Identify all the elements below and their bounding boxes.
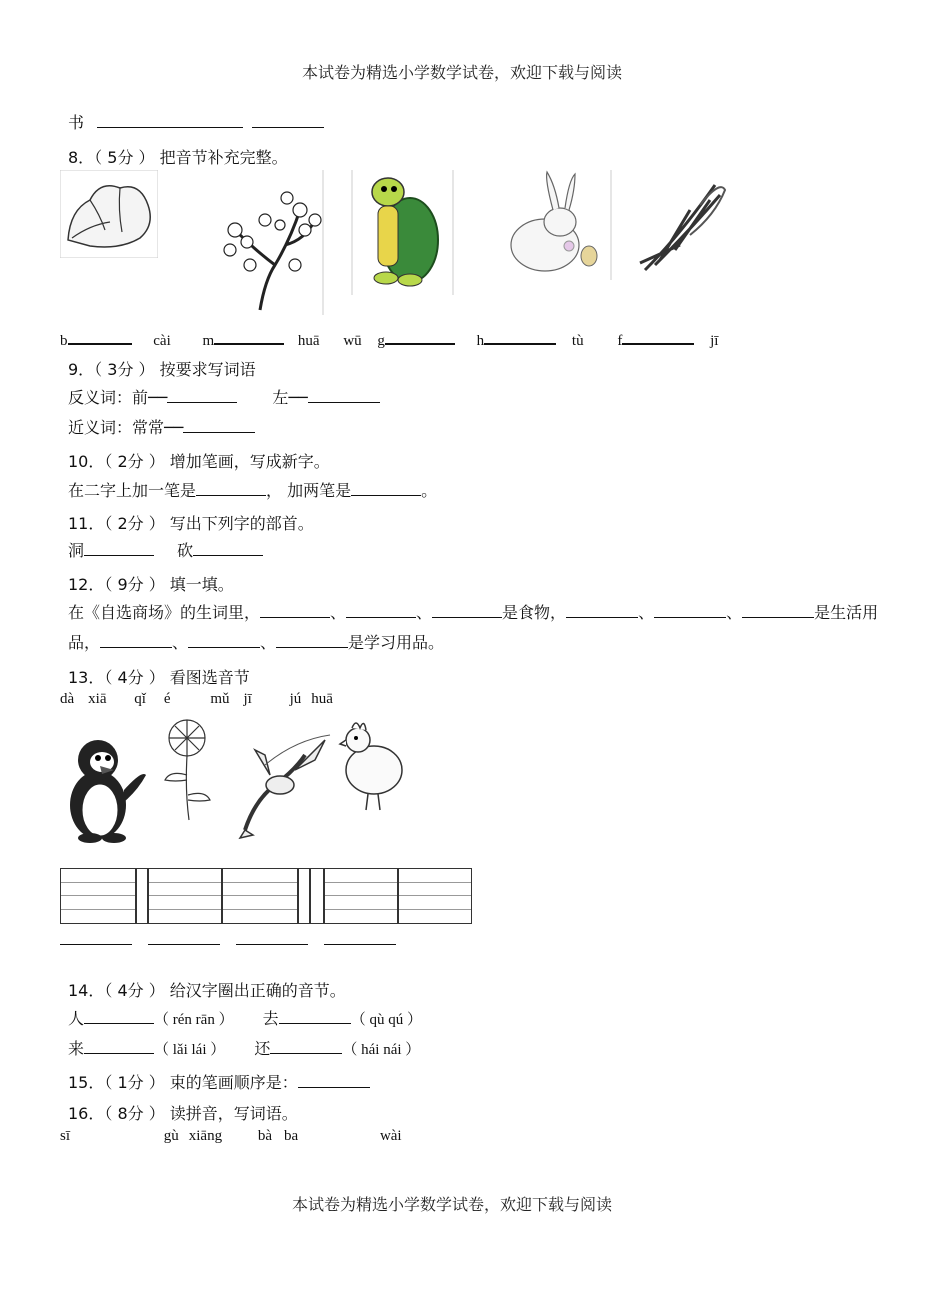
pinyin-options[interactable]: （ lǎi lái ）	[154, 1042, 226, 1058]
writing-grid[interactable]	[398, 868, 472, 924]
pinyin: wài	[379, 1128, 402, 1144]
page-header: 本试卷为精选小学数学试卷，欢迎下载与阅读	[302, 63, 623, 82]
answer-blank[interactable]	[279, 1009, 351, 1024]
answer-blank[interactable]	[260, 603, 330, 618]
top-line-char: 书	[68, 113, 85, 132]
q12-line1	[68, 600, 878, 623]
writing-grid[interactable]	[222, 868, 298, 924]
cabbage-picture	[60, 170, 158, 258]
answer-blank[interactable]	[484, 329, 556, 345]
q11-title: 11．（ 2分 ） 写出下列字的部首。	[68, 514, 314, 533]
answer-blank[interactable]	[84, 1009, 154, 1024]
separator: 、	[172, 633, 189, 652]
q11-char: 洞	[68, 541, 85, 560]
pinyin: tù	[571, 333, 584, 349]
page-footer: 本试卷为精选小学数学试卷，欢迎下载与阅读	[292, 1195, 613, 1214]
answer-blank[interactable]	[193, 541, 263, 556]
pinyin: bà	[257, 1128, 273, 1144]
answer-blank[interactable]	[183, 418, 255, 433]
pinyin: xiā	[88, 691, 107, 707]
pinyin: sī	[60, 1128, 71, 1144]
writing-grid[interactable]	[310, 868, 324, 924]
pinyin: xiāng	[188, 1128, 223, 1144]
pinyin: huā	[311, 691, 333, 707]
writing-grid[interactable]	[298, 868, 310, 924]
answer-blank[interactable]	[654, 603, 726, 618]
answer-blank[interactable]	[385, 329, 455, 345]
q13-answer-row	[60, 930, 396, 949]
pinyin-options[interactable]: （ rén rān ）	[154, 1012, 234, 1028]
answer-blank[interactable]	[84, 541, 154, 556]
writing-grid[interactable]	[148, 868, 222, 924]
answer-blank[interactable]	[252, 113, 324, 128]
q14-row1	[68, 1006, 422, 1029]
q10-text: 在二字上加一笔是	[68, 481, 197, 500]
writing-grid[interactable]	[324, 868, 398, 924]
plum-blossom-picture	[205, 170, 325, 315]
pinyin: cài	[153, 333, 171, 349]
writing-grid[interactable]	[60, 868, 136, 924]
synonym-label: 近义词：常常──	[68, 418, 184, 437]
pinyin: qǐ	[134, 691, 146, 707]
q9-title: 9．（ 3分 ） 按要求写词语	[68, 360, 256, 379]
answer-blank[interactable]	[100, 633, 172, 648]
pinyin: b	[60, 333, 68, 349]
antonym-label: 反义词：前──	[68, 388, 168, 407]
answer-blank[interactable]	[308, 388, 380, 403]
pinyin: h	[476, 333, 485, 349]
pinyin-options[interactable]: （ hái nái ）	[342, 1042, 421, 1058]
chrysanthemum-picture	[155, 710, 223, 822]
separator: 、	[416, 603, 433, 622]
pinyin: jī	[243, 691, 252, 707]
q10-text: ， 加两笔是	[266, 481, 352, 500]
q12-text: 是学习用品。	[348, 633, 445, 652]
pinyin: dà	[60, 691, 75, 707]
q12-text: 是食物，	[502, 603, 567, 622]
q13-title: 13．（ 4分 ） 看图选音节	[68, 668, 250, 687]
turtle-picture	[350, 170, 455, 295]
separator: 、	[726, 603, 743, 622]
chicken-feather-picture	[620, 175, 740, 285]
answer-blank[interactable]	[60, 930, 132, 945]
pinyin: f	[617, 333, 623, 349]
antonym-label: 左──	[272, 388, 308, 407]
pinyin: jú	[289, 691, 302, 707]
hen-picture	[338, 712, 408, 812]
q11-char: 砍	[177, 541, 194, 560]
q13-pinyin-row	[60, 691, 333, 708]
q15-title: 15．（ 1分 ） 束的笔画顺序是：	[68, 1073, 298, 1092]
q11-line	[68, 538, 263, 561]
pinyin: gù	[163, 1128, 179, 1144]
answer-blank[interactable]	[214, 329, 284, 345]
answer-blank[interactable]	[167, 388, 237, 403]
q12-text: 是生活用	[814, 603, 879, 622]
q14-char: 还	[254, 1039, 271, 1058]
answer-blank[interactable]	[270, 1039, 342, 1054]
pinyin: é	[163, 691, 171, 707]
q14-title: 14．（ 4分 ） 给汉字圈出正确的音节。	[68, 981, 346, 1000]
answer-blank[interactable]	[97, 113, 243, 128]
q14-char: 去	[262, 1009, 279, 1028]
answer-blank[interactable]	[324, 930, 396, 945]
answer-blank[interactable]	[84, 1039, 154, 1054]
answer-blank[interactable]	[298, 1073, 370, 1088]
q12-text: 品，	[68, 633, 101, 652]
q9-line2	[68, 415, 255, 438]
q10-title: 10．（ 2分 ） 增加笔画，写成新字。	[68, 452, 330, 471]
lobster-picture	[235, 730, 333, 840]
writing-grid[interactable]	[136, 868, 148, 924]
q12-text: 在《自选商场》的生词里，	[68, 603, 261, 622]
q14-row2	[68, 1036, 420, 1059]
answer-blank[interactable]	[196, 481, 266, 496]
answer-blank[interactable]	[742, 603, 814, 618]
q15-line	[68, 1070, 370, 1093]
separator: 、	[638, 603, 655, 622]
pinyin: g	[377, 333, 385, 349]
q10-text: 。	[421, 481, 438, 500]
q14-char: 人	[68, 1009, 85, 1028]
answer-blank[interactable]	[276, 633, 348, 648]
q14-char: 来	[68, 1039, 85, 1058]
answer-blank[interactable]	[566, 603, 638, 618]
penguin-picture	[58, 730, 150, 845]
rabbit-picture	[485, 170, 613, 280]
answer-blank[interactable]	[236, 930, 308, 945]
answer-blank[interactable]	[68, 329, 132, 345]
separator: 、	[260, 633, 277, 652]
pinyin: jī	[710, 333, 719, 349]
answer-blank[interactable]	[351, 481, 421, 496]
answer-blank[interactable]	[148, 930, 220, 945]
pinyin: wū	[343, 333, 362, 349]
top-line	[68, 110, 324, 133]
pinyin: mǔ	[210, 691, 230, 707]
pinyin: ba	[284, 1128, 299, 1144]
q10-line	[68, 478, 437, 501]
q9-line1	[68, 385, 380, 408]
pinyin: m	[202, 333, 215, 349]
answer-blank[interactable]	[188, 633, 260, 648]
pinyin: huā	[297, 333, 320, 349]
q16-title: 16．（ 8分 ） 读拼音，写词语。	[68, 1104, 298, 1123]
q16-pinyin-row	[60, 1128, 402, 1145]
q8-title: 8．（ 5分 ） 把音节补充完整。	[68, 148, 288, 167]
q12-line2	[68, 630, 444, 653]
pinyin-options[interactable]: （ qù qú ）	[350, 1012, 422, 1028]
answer-blank[interactable]	[432, 603, 502, 618]
answer-blank[interactable]	[346, 603, 416, 618]
answer-blank[interactable]	[622, 329, 694, 345]
q8-pinyin-row	[60, 329, 718, 350]
q12-title: 12．（ 9分 ） 填一填。	[68, 575, 234, 594]
separator: 、	[330, 603, 347, 622]
